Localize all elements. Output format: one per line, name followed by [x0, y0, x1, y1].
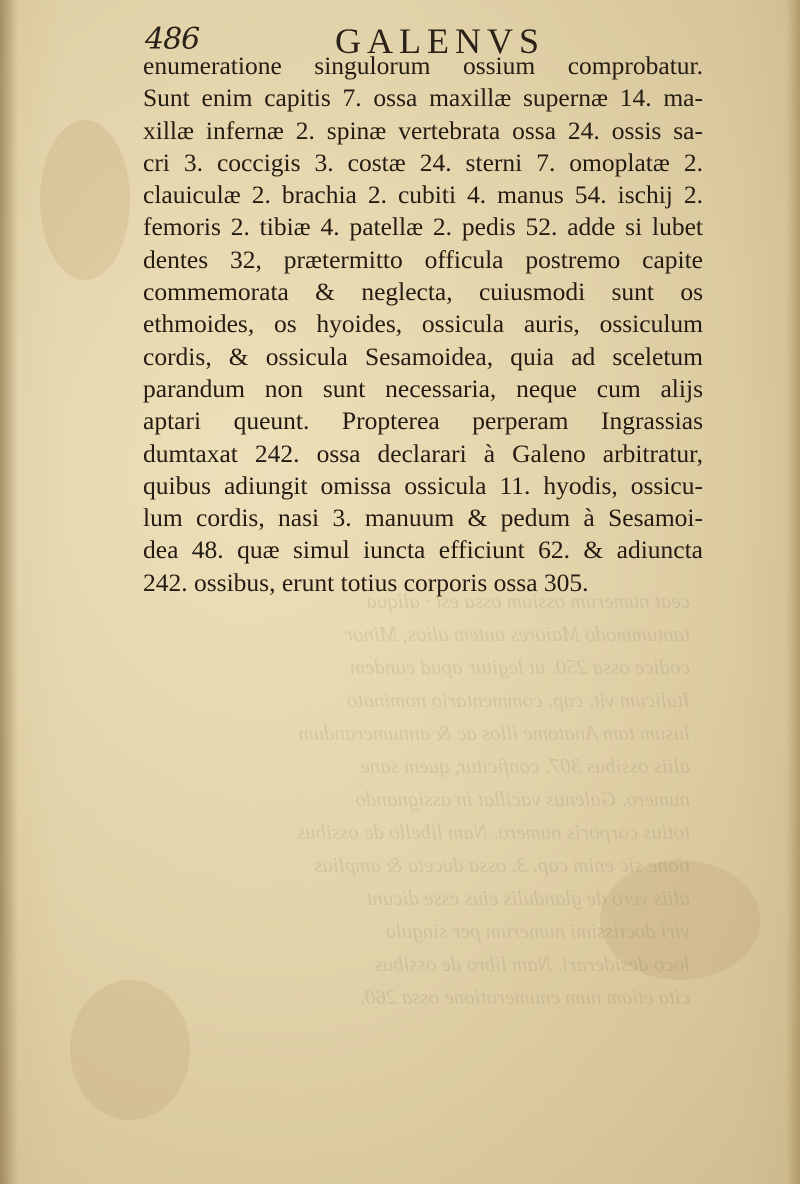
text-line: dentes 32, prætermitto officula postremo capite [143, 244, 703, 274]
text-line: cri 3. coccigis 3. costæ 24. sterni 7. omoplatæ 2. [143, 147, 703, 177]
text-line: Sunt enim capitis 7. ossa maxillæ supernæ 14. ma- [143, 83, 703, 113]
text-line: femoris 2. tibiæ 4. patellæ 2. pedis 52. adde si lubet [143, 212, 703, 242]
body-text [143, 50, 703, 599]
text-line: clauiculæ 2. brachia 2. cubiti 4. manus 54. ischij 2. [143, 180, 703, 210]
text-line: dumtaxat 242. ossa declarari à Galeno arbitratur, [143, 438, 703, 468]
text-line: ethmoides, os hyoides, ossicula auris, ossiculum [143, 309, 703, 339]
text-line: aptari queunt. Propterea perperam Ingrassias [143, 406, 703, 436]
paper-stain [600, 860, 760, 980]
paper-stain [40, 120, 130, 280]
text-line: xillæ infernæ 2. spinæ vertebrata ossa 24. ossis sa- [143, 115, 703, 145]
text-line: quibus adiungit omissa ossicula 11. hyodis, ossicu- [143, 470, 703, 500]
text-line: parandum non sunt necessaria, neque cum alijs [143, 373, 703, 403]
text-line: enumeratione singulorum ossium comprobatur. [143, 51, 703, 80]
page-number: 486 [145, 22, 200, 57]
text-line: lum cordis, nasi 3. manuum & pedum à Sesamoi- [143, 503, 703, 533]
text-line: 242. ossibus, erunt totius corporis ossa 305. [143, 567, 589, 597]
text-line: dea 48. quæ simul iuncta efficiunt 62. & adiuncta [143, 535, 703, 565]
show-through-text: ceat numerum ossium ossa est · aliqua tantummodo Maiores autem alios, Minor codice ossa 250. ut legitur apud eundem Italicum vit. cap. commentario nominato lusum tam Anatome illos ac & annumerandum aliis ossibus 307. conficitur, quem sane numero. Galenus vacillat in assignando totius corporis numero. Nam libello de ossibus tione sic enim cap. 3. ossa duceta & amplius aliis vero de glandulis eius esse dicunt viri doctissimi numerum per singula loco desiderari. Nam libro de ossibus cita etiam num enumeratione ossa 260. [297, 589, 690, 1009]
text-line: commemorata & neglecta, cuiusmodi sunt os [143, 277, 703, 307]
running-head: GALENVS [335, 21, 545, 61]
text-line: cordis, & ossicula Sesamoidea, quia ad sceletum [143, 341, 703, 371]
paper-stain [70, 980, 190, 1120]
